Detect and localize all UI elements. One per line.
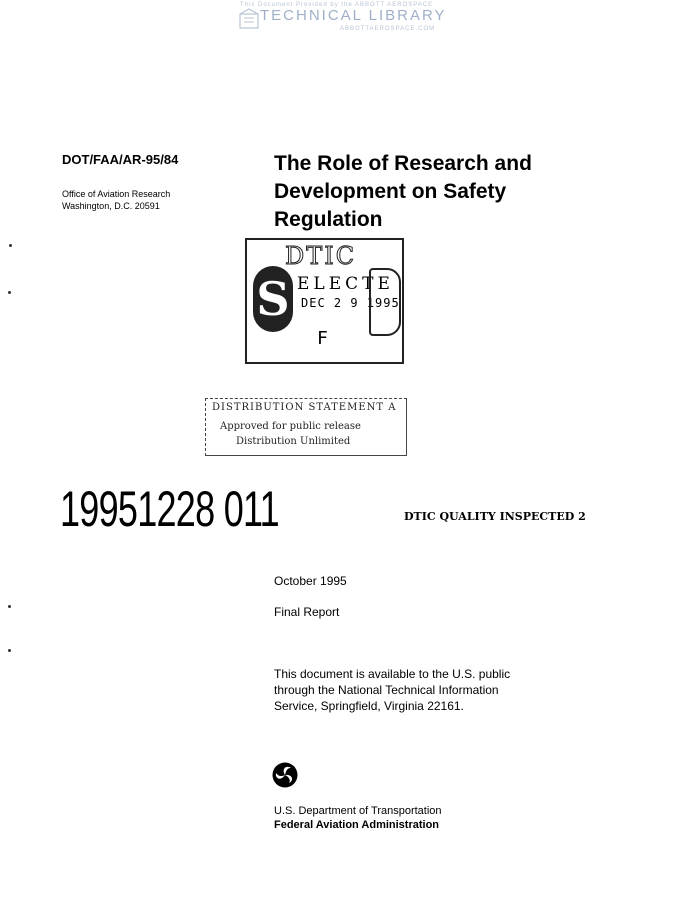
- accession-number: 19951228 011: [60, 481, 279, 537]
- office-name: Office of Aviation Research: [62, 189, 171, 199]
- report-type: Final Report: [274, 605, 340, 619]
- dot-triskelion-logo-icon: [272, 762, 298, 788]
- scan-speck: [8, 291, 11, 294]
- scan-speck: [8, 605, 11, 608]
- watermark-technical-library: TECHNICAL LIBRARY: [260, 7, 447, 24]
- availability-notice: [274, 666, 564, 714]
- dtic-stamp-grade: F: [317, 328, 328, 349]
- distribution-statement-stamp: [205, 398, 407, 456]
- report-number: DOT/FAA/AR-95/84: [62, 152, 179, 167]
- distribution-unlimited: Distribution Unlimited: [236, 436, 351, 447]
- dtic-stamp-electe: ELECTE: [297, 274, 394, 294]
- distribution-statement-title: DISTRIBUTION STATEMENT A: [212, 402, 397, 413]
- abbott-logo-icon: [238, 8, 260, 30]
- scan-speck: [8, 649, 11, 652]
- document-title: [274, 150, 594, 234]
- availability-line: Service, Springfield, Virginia 22161.: [274, 699, 464, 713]
- title-line: Development on Safety: [274, 180, 507, 203]
- availability-line: through the National Technical Information: [274, 683, 499, 697]
- title-line: The Role of Research and: [274, 152, 532, 175]
- dtic-stamp-d-shape: [369, 268, 401, 336]
- dtic-quality-inspected: DTIC QUALITY INSPECTED 2: [404, 510, 586, 523]
- title-line: Regulation: [274, 208, 383, 231]
- office-city: Washington, D.C. 20591: [62, 201, 160, 211]
- scan-speck: [9, 244, 12, 247]
- office-address: [62, 188, 170, 212]
- watermark-provided-by: This Document Provided by the ABBOTT AEROSPACE: [240, 2, 434, 8]
- watermark-url: ABBOTTAEROSPACE.COM: [340, 26, 436, 32]
- availability-line: This document is available to the U.S. public: [274, 667, 511, 681]
- dtic-stamp-s-letter: S: [253, 266, 293, 332]
- administration-name: Federal Aviation Administration: [274, 819, 440, 831]
- dtic-stamp: [245, 238, 404, 364]
- department-name: U.S. Department of Transportation: [274, 805, 442, 817]
- report-date: October 1995: [274, 574, 347, 588]
- dtic-stamp-org: DTIC: [285, 242, 357, 270]
- dtic-stamp-date: DEC 2 9 1995: [301, 296, 400, 310]
- distribution-approval: Approved for public release: [220, 421, 361, 432]
